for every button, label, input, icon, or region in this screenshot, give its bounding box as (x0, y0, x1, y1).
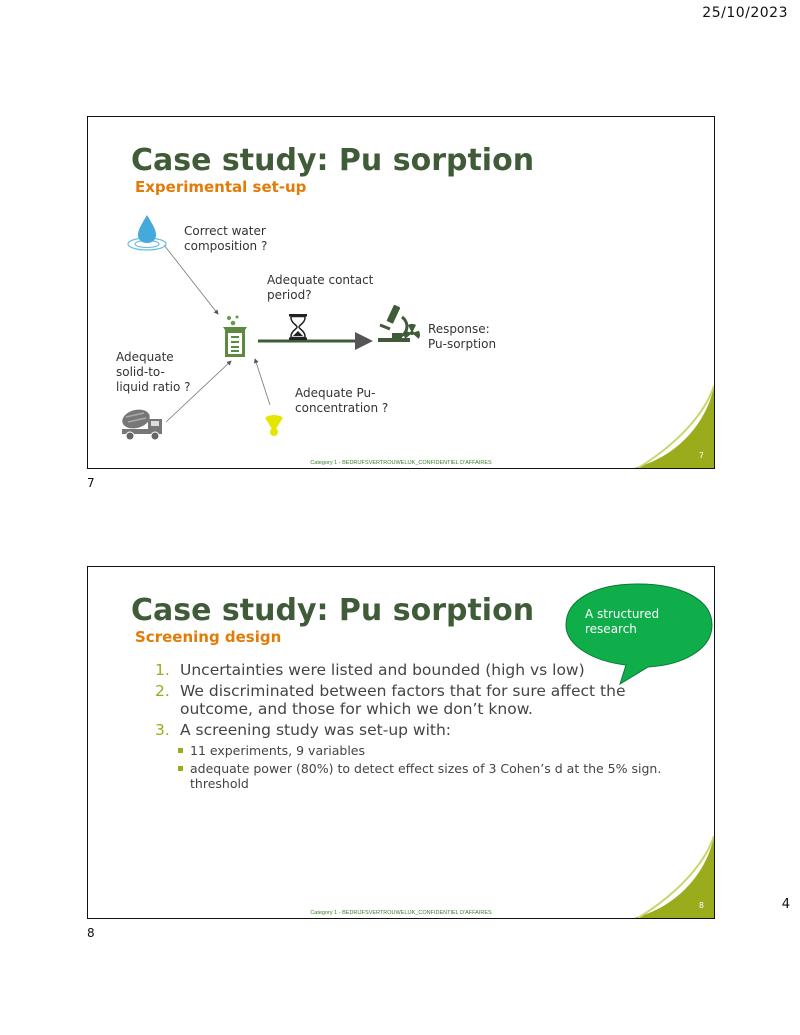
hourglass-icon (287, 313, 309, 341)
header-date: 25/10/2023 (702, 5, 788, 21)
slide-number-outside: 8 (87, 926, 95, 940)
label-concentration: Adequate Pu-concentration ? (295, 386, 389, 415)
slide-number: 7 (698, 451, 704, 460)
list-item: 3. A screening study was set-up with: 11 experiments, 9 variables adequate power (80%) to detect effect sizes of 3 Cohen’s d at the 5% sign. threshold (150, 721, 670, 791)
slide-footer: Category 1 - BEDRIJFSVERTROUWELIJK_CONFIDENTIEL D'AFFAIRES (310, 910, 492, 916)
label-ratio: Adequate solid-to-liquid ratio ? (116, 350, 191, 394)
diagram-arrows (88, 117, 714, 468)
sub-list (180, 743, 670, 791)
sub-list-item: 11 experiments, 9 variables (180, 743, 670, 758)
slide-subtitle: Experimental set-up (135, 178, 307, 196)
label-water: Correct water composition ? (184, 224, 268, 253)
arrow-water (164, 245, 218, 314)
slide-subtitle: Screening design (135, 628, 282, 646)
page-number: 4 (781, 897, 790, 912)
radiation-icon (252, 411, 296, 453)
sub-list-item: adequate power (80%) to detect effect sizes of 3 Cohen’s d at the 5% sign. threshold (180, 761, 670, 791)
slide-number: 8 (698, 901, 704, 910)
bubble-text: A structured research (585, 607, 660, 636)
label-contact: Adequate contact period? (267, 273, 374, 302)
slide-number-outside: 7 (87, 476, 95, 490)
slide-footer: Category 1 - BEDRIJFSVERTROUWELIJK_CONFIDENTIEL D'AFFAIRES (310, 460, 492, 466)
beaker-icon (220, 313, 250, 359)
label-response: Response: Pu-sorption (428, 322, 497, 351)
slide-title: Case study: Pu sorption (131, 143, 535, 178)
arrow-concentration (255, 359, 270, 405)
numbered-list (150, 661, 670, 794)
list-item: 2. We discriminated between factors that for sure affect the outcome, and those for which we don’t know. (155, 682, 626, 718)
water-drop-icon (124, 213, 170, 253)
slide-7 (87, 116, 715, 469)
slide-8 (87, 566, 715, 919)
cement-mixer-icon (120, 407, 166, 441)
list-item: 1. Uncertainties were listed and bounded (high vs low) (155, 661, 585, 679)
slide-title: Case study: Pu sorption (131, 593, 535, 628)
radiation-small-icon (402, 323, 422, 341)
